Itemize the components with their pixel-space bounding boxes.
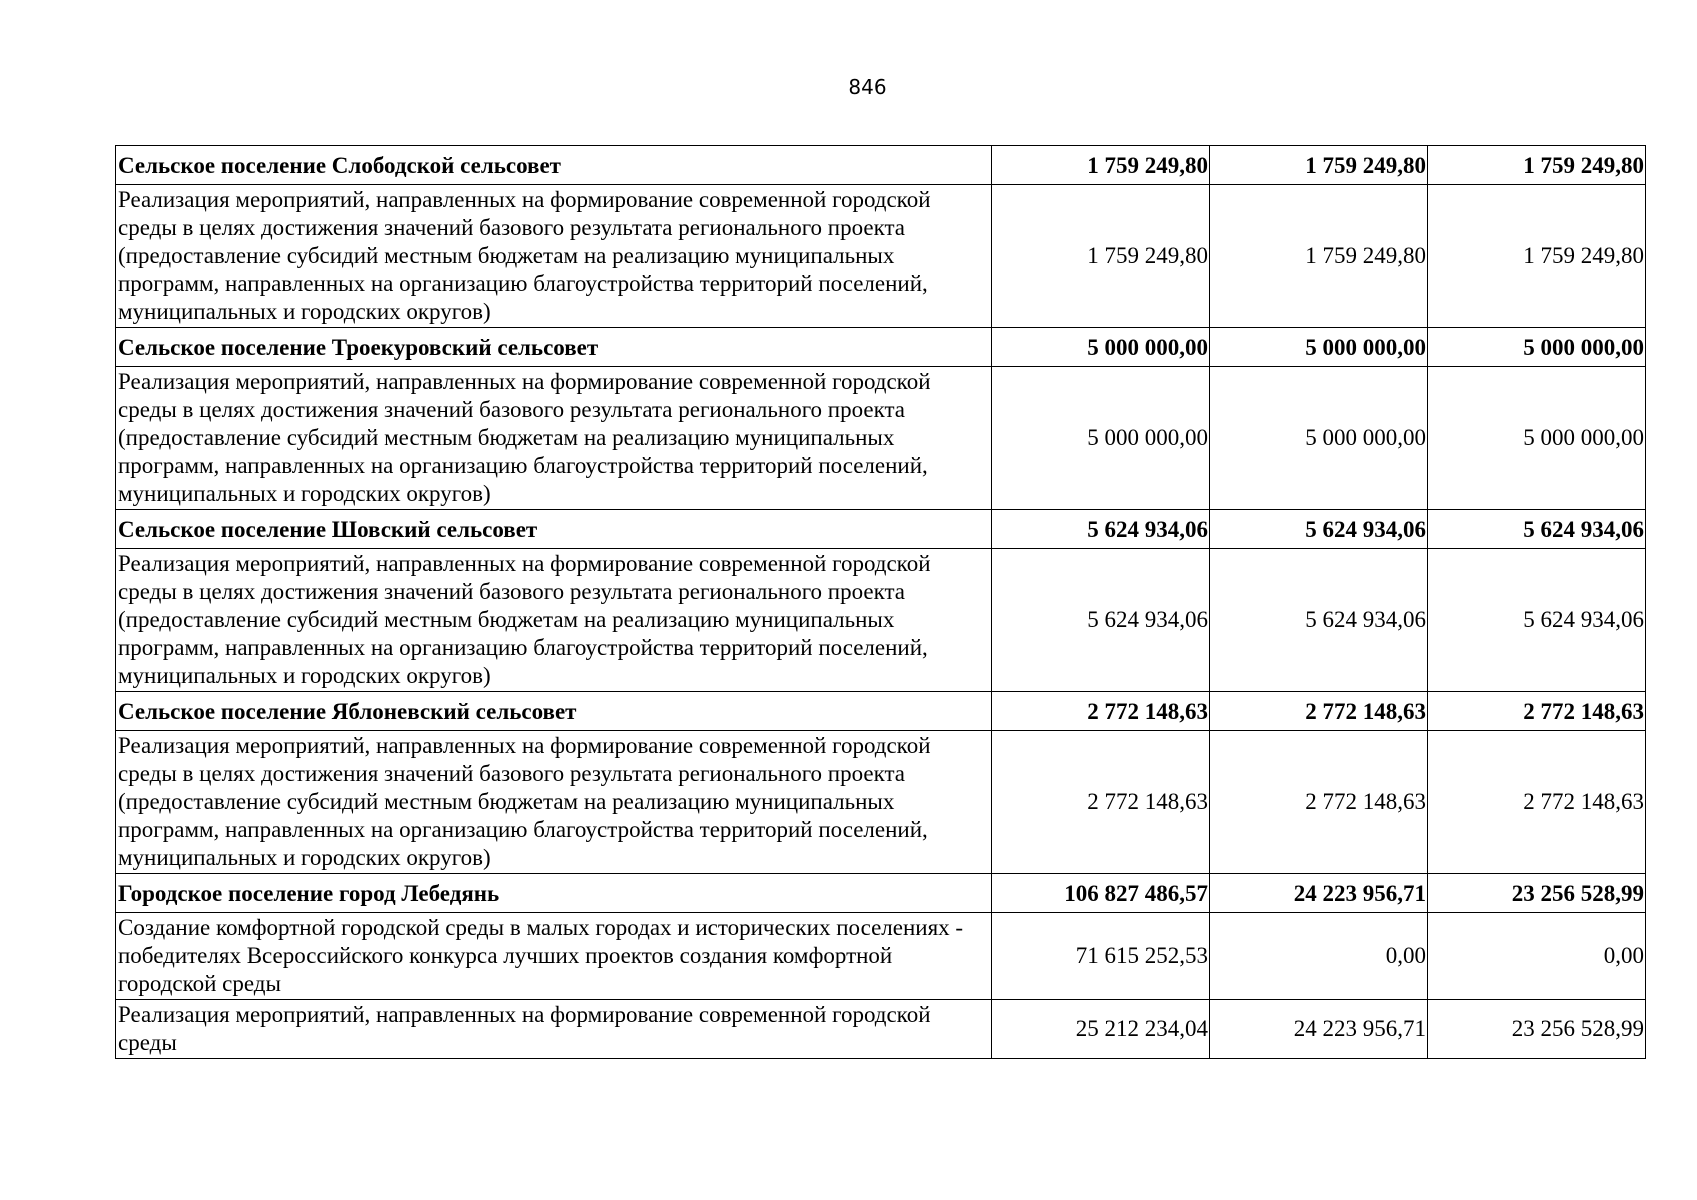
amount-year-2: 2 772 148,63	[1210, 692, 1428, 731]
amount-year-1: 106 827 486,57	[992, 874, 1210, 913]
amount-year-3: 1 759 249,80	[1428, 146, 1646, 185]
budget-table	[115, 145, 1646, 1059]
amount-year-3: 2 772 148,63	[1428, 692, 1646, 731]
table-row	[116, 328, 1646, 367]
measure-description: Реализация мероприятий, направленных на формирование современной городской среды в целях достижения значений базового результата регионального проекта (предоставление субсидий местным бюджетам на реализацию муниципальных программ, направленных на организацию благоустройства территорий поселений, муниципальных и городских округов)	[116, 549, 992, 692]
amount-year-3: 0,00	[1428, 913, 1646, 1000]
amount-year-2: 24 223 956,71	[1210, 874, 1428, 913]
table-row	[116, 731, 1646, 874]
amount-year-2: 0,00	[1210, 913, 1428, 1000]
settlement-name: Сельское поселение Троекуровский сельсовет	[116, 328, 992, 367]
amount-year-1: 5 000 000,00	[992, 367, 1210, 510]
table-row	[116, 146, 1646, 185]
amount-year-3: 23 256 528,99	[1428, 874, 1646, 913]
settlement-name: Сельское поселение Шовский сельсовет	[116, 510, 992, 549]
measure-description: Реализация мероприятий, направленных на формирование современной городской среды	[116, 1000, 992, 1059]
amount-year-3: 5 000 000,00	[1428, 328, 1646, 367]
table-row	[116, 367, 1646, 510]
measure-description: Создание комфортной городской среды в малых городах и исторических поселениях - победителях Всероссийского конкурса лучших проектов создания комфортной городской среды	[116, 913, 992, 1000]
page-number: 846	[848, 75, 887, 99]
amount-year-1: 71 615 252,53	[992, 913, 1210, 1000]
table-row	[116, 874, 1646, 913]
amount-year-1: 25 212 234,04	[992, 1000, 1210, 1059]
table-row	[116, 913, 1646, 1000]
settlement-name: Сельское поселение Слободской сельсовет	[116, 146, 992, 185]
table-row	[116, 692, 1646, 731]
amount-year-2: 24 223 956,71	[1210, 1000, 1428, 1059]
amount-year-3: 5 000 000,00	[1428, 367, 1646, 510]
amount-year-2: 5 000 000,00	[1210, 367, 1428, 510]
amount-year-1: 1 759 249,80	[992, 146, 1210, 185]
amount-year-3: 23 256 528,99	[1428, 1000, 1646, 1059]
amount-year-1: 2 772 148,63	[992, 731, 1210, 874]
table-row	[116, 185, 1646, 328]
table-row	[116, 1000, 1646, 1059]
amount-year-3: 2 772 148,63	[1428, 731, 1646, 874]
amount-year-2: 5 624 934,06	[1210, 510, 1428, 549]
amount-year-1: 1 759 249,80	[992, 185, 1210, 328]
amount-year-2: 5 624 934,06	[1210, 549, 1428, 692]
settlement-name: Сельское поселение Яблоневский сельсовет	[116, 692, 992, 731]
amount-year-1: 2 772 148,63	[992, 692, 1210, 731]
amount-year-2: 2 772 148,63	[1210, 731, 1428, 874]
measure-description: Реализация мероприятий, направленных на формирование современной городской среды в целях достижения значений базового результата регионального проекта (предоставление субсидий местным бюджетам на реализацию муниципальных программ, направленных на организацию благоустройства территорий поселений, муниципальных и городских округов)	[116, 185, 992, 328]
amount-year-2: 1 759 249,80	[1210, 185, 1428, 328]
measure-description: Реализация мероприятий, направленных на формирование современной городской среды в целях достижения значений базового результата регионального проекта (предоставление субсидий местным бюджетам на реализацию муниципальных программ, направленных на организацию благоустройства территорий поселений, муниципальных и городских округов)	[116, 367, 992, 510]
measure-description: Реализация мероприятий, направленных на формирование современной городской среды в целях достижения значений базового результата регионального проекта (предоставление субсидий местным бюджетам на реализацию муниципальных программ, направленных на организацию благоустройства территорий поселений, муниципальных и городских округов)	[116, 731, 992, 874]
amount-year-1: 5 624 934,06	[992, 510, 1210, 549]
amount-year-2: 5 000 000,00	[1210, 328, 1428, 367]
amount-year-3: 5 624 934,06	[1428, 549, 1646, 692]
amount-year-1: 5 624 934,06	[992, 549, 1210, 692]
settlement-name: Городское поселение город Лебедянь	[116, 874, 992, 913]
table-row	[116, 510, 1646, 549]
amount-year-3: 1 759 249,80	[1428, 185, 1646, 328]
amount-year-2: 1 759 249,80	[1210, 146, 1428, 185]
table-row	[116, 549, 1646, 692]
amount-year-3: 5 624 934,06	[1428, 510, 1646, 549]
amount-year-1: 5 000 000,00	[992, 328, 1210, 367]
